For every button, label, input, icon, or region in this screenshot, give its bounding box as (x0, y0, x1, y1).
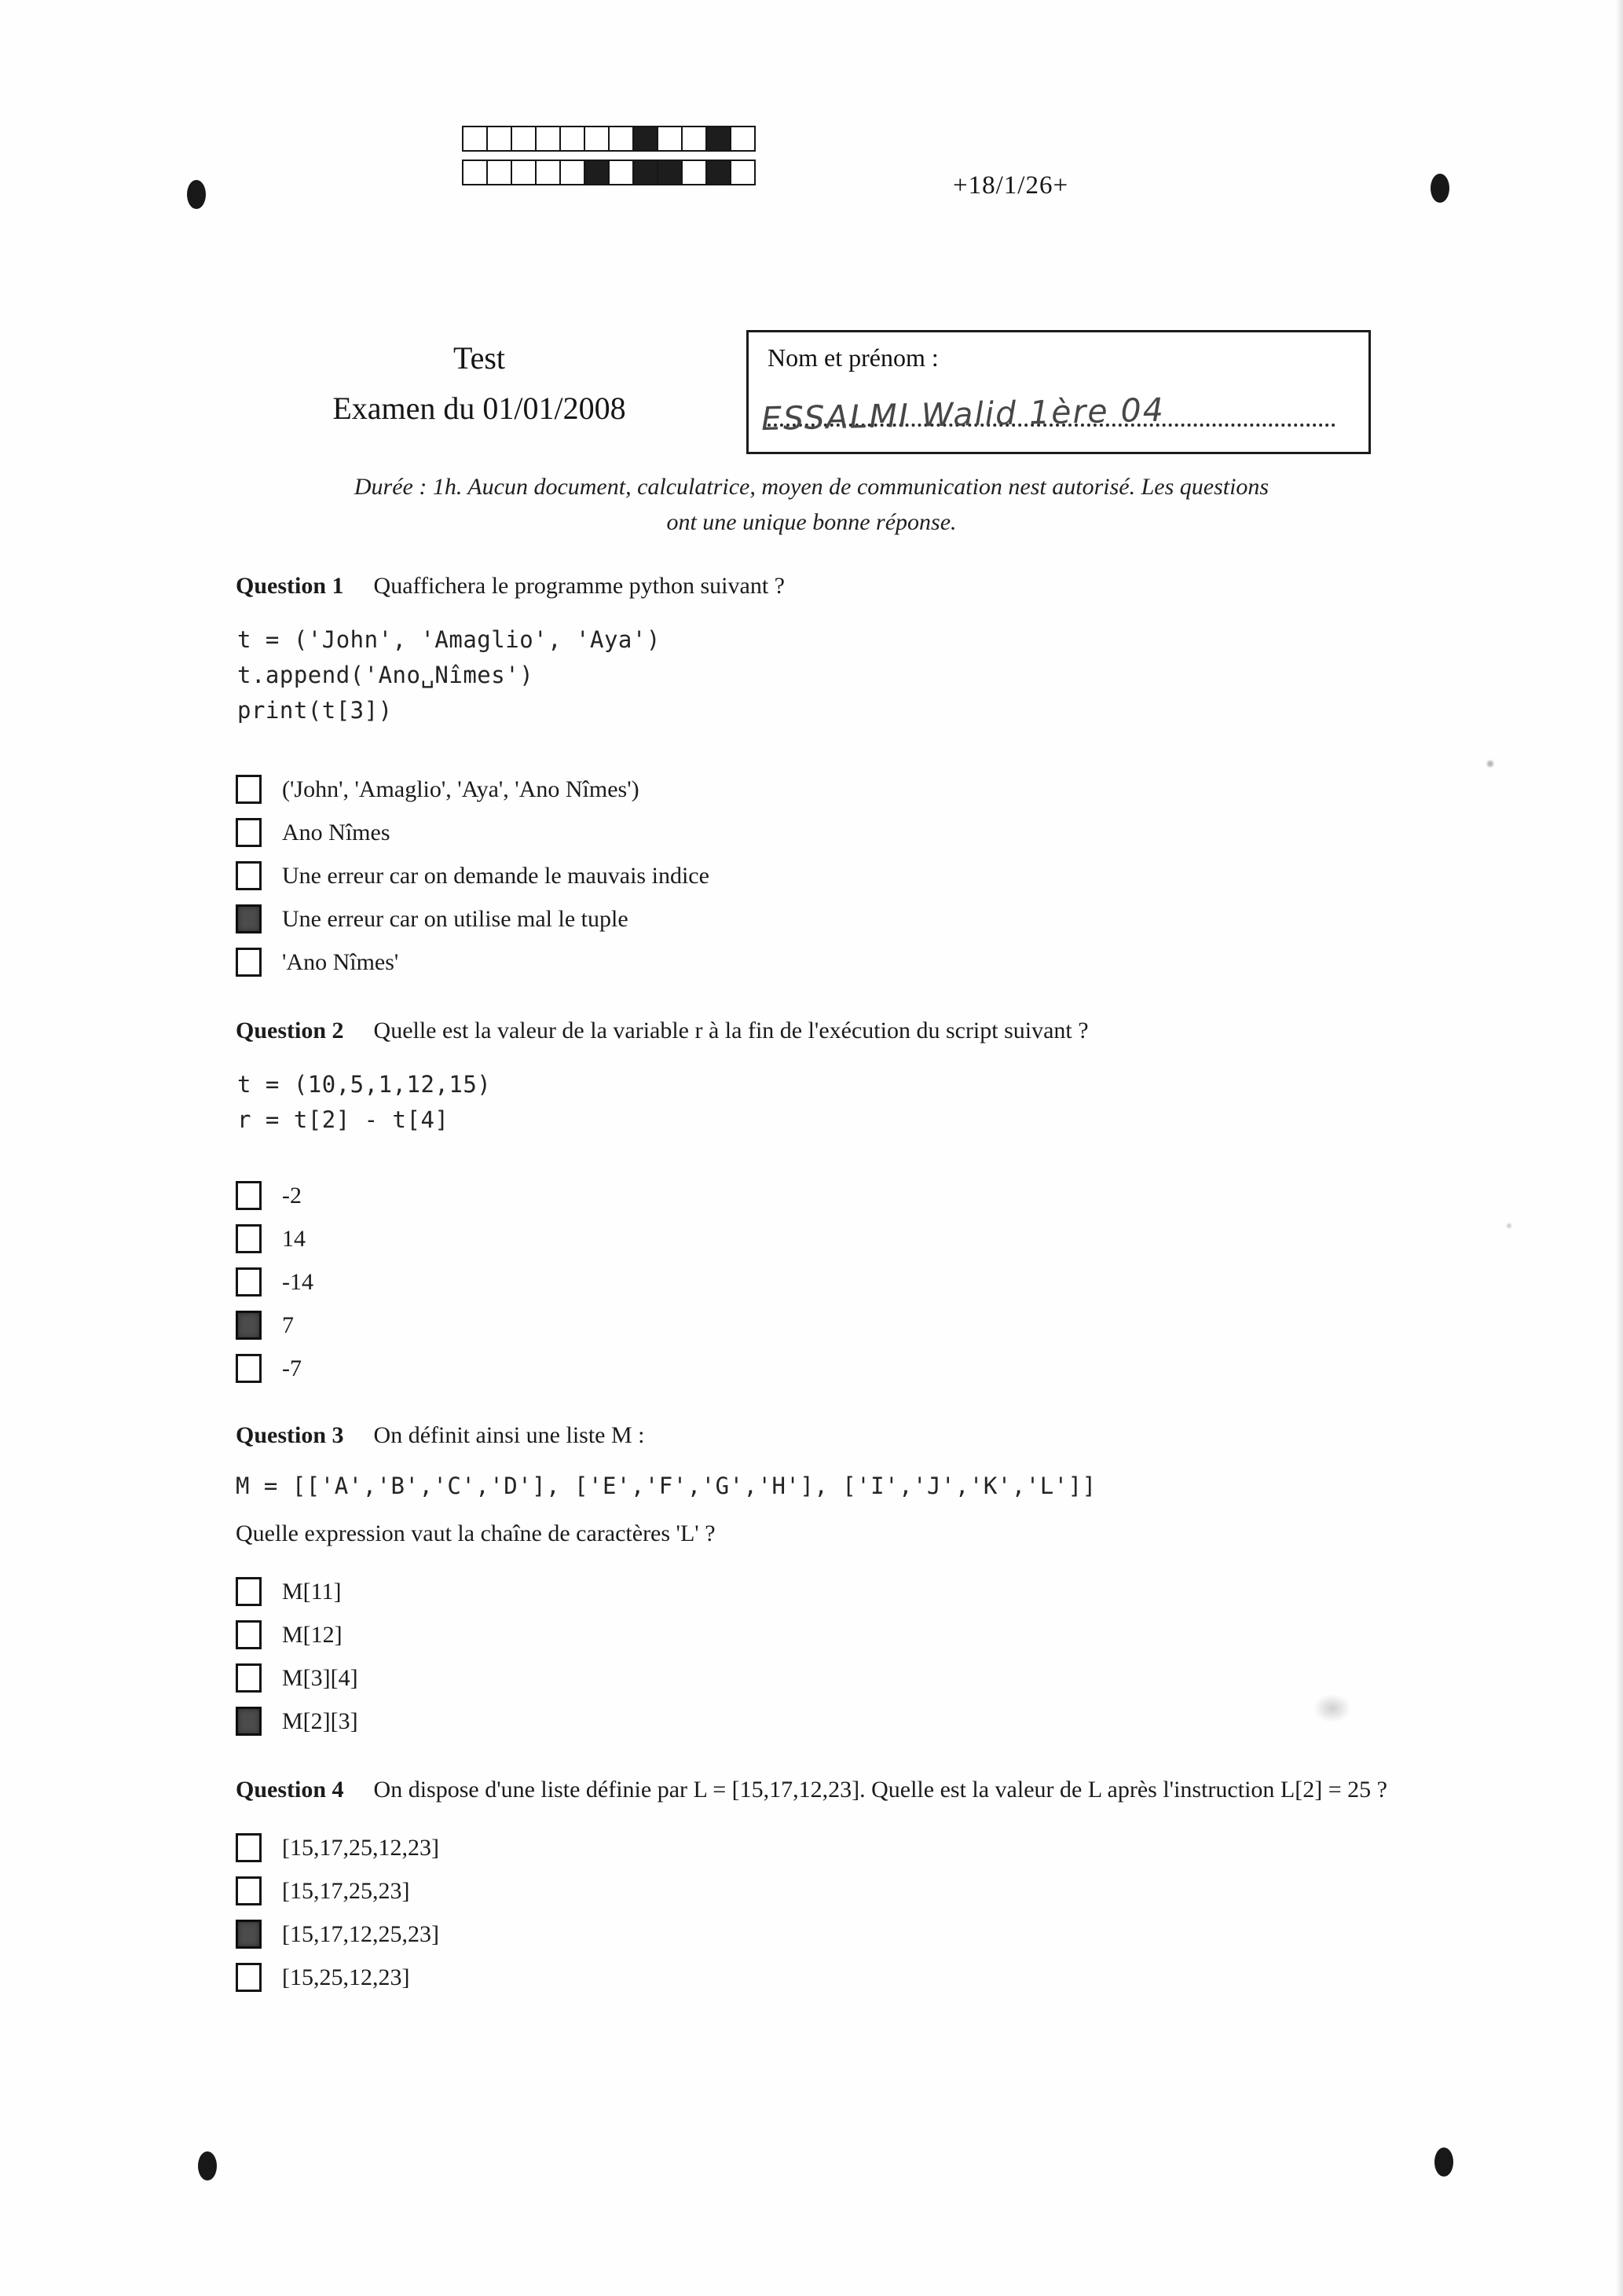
instructions-line1: Durée : 1h. Aucun document, calculatrice, moyen de communication nest autorisé. Les questions (354, 474, 1269, 500)
answer-option-label: Une erreur car on utilise mal le tuple (282, 905, 628, 932)
registration-dot-top-left (187, 180, 206, 209)
exam-instructions (183, 469, 1440, 540)
instructions-line2: ont une unique bonne réponse. (666, 509, 957, 535)
answer-option-label: -14 (282, 1268, 313, 1295)
code-line: t = (10,5,1,12,15) (237, 1071, 492, 1098)
answer-option[interactable] (236, 1217, 1418, 1260)
answer-checkbox[interactable] (236, 1354, 262, 1383)
barcode-cell (535, 126, 561, 152)
barcode-cell (535, 160, 561, 185)
question-4 (236, 1774, 1418, 1999)
question-3 (236, 1420, 1418, 1743)
question-4-prompt: On dispose d'une liste définie par L = [15,17,12,23]. Quelle est la valeur de L après l'instruction L[2] = 25 ? (373, 1777, 1387, 1803)
answer-option-label: 'Ano Nîmes' (282, 948, 399, 975)
registration-dot-bottom-left (198, 2151, 217, 2180)
question-3-prompt2: Quelle expression vaut la chaîne de caractères 'L' ? (236, 1520, 716, 1546)
answer-checkbox[interactable] (236, 904, 262, 933)
barcode-cell (486, 160, 512, 185)
barcode-cell (559, 160, 585, 185)
question-4-heading (236, 1774, 1418, 1806)
answer-option[interactable] (236, 1304, 1418, 1347)
question-2-number: Question 2 (236, 1018, 344, 1043)
answer-option[interactable] (236, 854, 1418, 897)
question-2-prompt: Quelle est la valeur de la variable r à la fin de l'exécution du script suivant ? (373, 1018, 1089, 1043)
answer-checkbox[interactable] (236, 1707, 262, 1736)
name-box (746, 330, 1371, 454)
answer-option[interactable] (236, 768, 1418, 811)
answer-option-label: Ano Nîmes (282, 819, 390, 845)
answer-checkbox[interactable] (236, 1224, 262, 1253)
answer-checkbox[interactable] (236, 1876, 262, 1905)
question-1-options (236, 768, 1418, 984)
code-line: print(t[3]) (237, 697, 393, 724)
answer-option[interactable] (236, 941, 1418, 984)
barcode-cell (657, 126, 683, 152)
questions-column (236, 570, 1418, 1999)
answer-option[interactable] (236, 1913, 1418, 1956)
answer-option-label: -7 (282, 1355, 302, 1381)
answer-option[interactable] (236, 1347, 1418, 1390)
barcode-cell (632, 126, 658, 152)
barcode-row-1 (462, 126, 756, 152)
answer-sheet-barcode (462, 126, 756, 185)
question-1-number: Question 1 (236, 573, 344, 599)
barcode-cell (462, 160, 488, 185)
answer-option[interactable] (236, 1700, 1418, 1743)
barcode-cell (681, 160, 707, 185)
answer-checkbox[interactable] (236, 1663, 262, 1693)
answer-option[interactable] (236, 811, 1418, 854)
answer-option-label: [15,25,12,23] (282, 1964, 410, 1990)
question-1-heading (236, 570, 1418, 602)
page-marker-code: +18/1/26+ (953, 171, 1069, 200)
answer-checkbox[interactable] (236, 818, 262, 847)
answer-checkbox[interactable] (236, 1181, 262, 1210)
answer-option[interactable] (236, 1869, 1418, 1913)
answer-option-label: [15,17,25,12,23] (282, 1834, 439, 1861)
answer-checkbox[interactable] (236, 1920, 262, 1949)
name-box-label: Nom et prénom : (768, 343, 939, 372)
question-2-heading (236, 1015, 1418, 1047)
answer-checkbox[interactable] (236, 1267, 262, 1297)
barcode-cell (486, 126, 512, 152)
handwritten-name: ESSALMI Walid 1ère 04 (760, 391, 1166, 438)
exam-title (259, 333, 699, 434)
scan-speck (1507, 1223, 1511, 1228)
exam-title-line2: Examen du 01/01/2008 (332, 391, 626, 426)
barcode-cell (608, 160, 634, 185)
answer-option[interactable] (236, 1826, 1418, 1869)
answer-option-label: M[3][4] (282, 1664, 358, 1691)
question-3-heading (236, 1420, 1418, 1451)
barcode-cell (657, 160, 683, 185)
answer-option[interactable] (236, 1956, 1418, 1999)
question-4-options (236, 1826, 1418, 1999)
question-1-prompt: Quaffichera le programme python suivant ? (373, 573, 785, 599)
barcode-cell (705, 160, 731, 185)
answer-checkbox[interactable] (236, 861, 262, 890)
answer-option[interactable] (236, 1570, 1418, 1613)
answer-option-label: M[2][3] (282, 1707, 358, 1734)
scan-edge-shadow (1616, 0, 1623, 2296)
barcode-cell (705, 126, 731, 152)
barcode-cell (608, 126, 634, 152)
question-2 (236, 1015, 1418, 1390)
pencil-smudge (1313, 1694, 1351, 1722)
registration-dot-top-right (1431, 174, 1449, 203)
answer-checkbox[interactable] (236, 1963, 262, 1992)
answer-checkbox[interactable] (236, 1311, 262, 1340)
answer-option[interactable] (236, 897, 1418, 941)
barcode-cell (632, 160, 658, 185)
code-line: t = ('John', 'Amaglio', 'Aya') (237, 626, 661, 653)
answer-checkbox[interactable] (236, 1833, 262, 1862)
barcode-cell (681, 126, 707, 152)
barcode-cell (559, 126, 585, 152)
registration-dot-bottom-right (1434, 2147, 1453, 2177)
question-1-code (237, 622, 1418, 728)
answer-option-label: M[11] (282, 1578, 342, 1605)
question-3-prompt: On définit ainsi une liste M : (373, 1422, 645, 1448)
barcode-row-2 (462, 160, 756, 185)
answer-option[interactable] (236, 1656, 1418, 1700)
answer-option-label: [15,17,25,23] (282, 1877, 410, 1904)
question-1 (236, 570, 1418, 984)
scan-speck (1487, 761, 1493, 767)
question-3-list-definition: M = [['A','B','C','D'], ['E','F','G','H'], ['I','J','K','L']] (236, 1473, 1097, 1499)
barcode-cell (511, 126, 537, 152)
answer-option-label: Une erreur car on demande le mauvais indice (282, 862, 709, 889)
answer-checkbox[interactable] (236, 1620, 262, 1649)
barcode-cell (462, 126, 488, 152)
question-2-options (236, 1174, 1418, 1390)
code-line: t.append('Ano␣Nîmes') (237, 662, 534, 688)
answer-option-label: -2 (282, 1182, 302, 1209)
question-3-options (236, 1570, 1418, 1743)
answer-option[interactable] (236, 1174, 1418, 1217)
barcode-cell (584, 126, 610, 152)
answer-option-label: M[12] (282, 1621, 343, 1648)
barcode-cell (730, 126, 756, 152)
answer-option-label: [15,17,12,25,23] (282, 1920, 439, 1947)
answer-option-label: ('John', 'Amaglio', 'Aya', 'Ano Nîmes') (282, 776, 639, 802)
code-line: r = t[2] - t[4] (237, 1106, 449, 1133)
exam-title-line1: Test (452, 340, 506, 376)
answer-checkbox[interactable] (236, 775, 262, 804)
question-3-number: Question 3 (236, 1422, 344, 1448)
question-4-number: Question 4 (236, 1777, 344, 1803)
barcode-cell (511, 160, 537, 185)
answer-option[interactable] (236, 1613, 1418, 1656)
answer-option-label: 7 (282, 1311, 294, 1338)
answer-option[interactable] (236, 1260, 1418, 1304)
answer-checkbox[interactable] (236, 1577, 262, 1606)
answer-option-label: 14 (282, 1225, 306, 1252)
question-2-code (237, 1067, 1418, 1138)
barcode-cell (730, 160, 756, 185)
barcode-cell (584, 160, 610, 185)
answer-checkbox[interactable] (236, 948, 262, 977)
